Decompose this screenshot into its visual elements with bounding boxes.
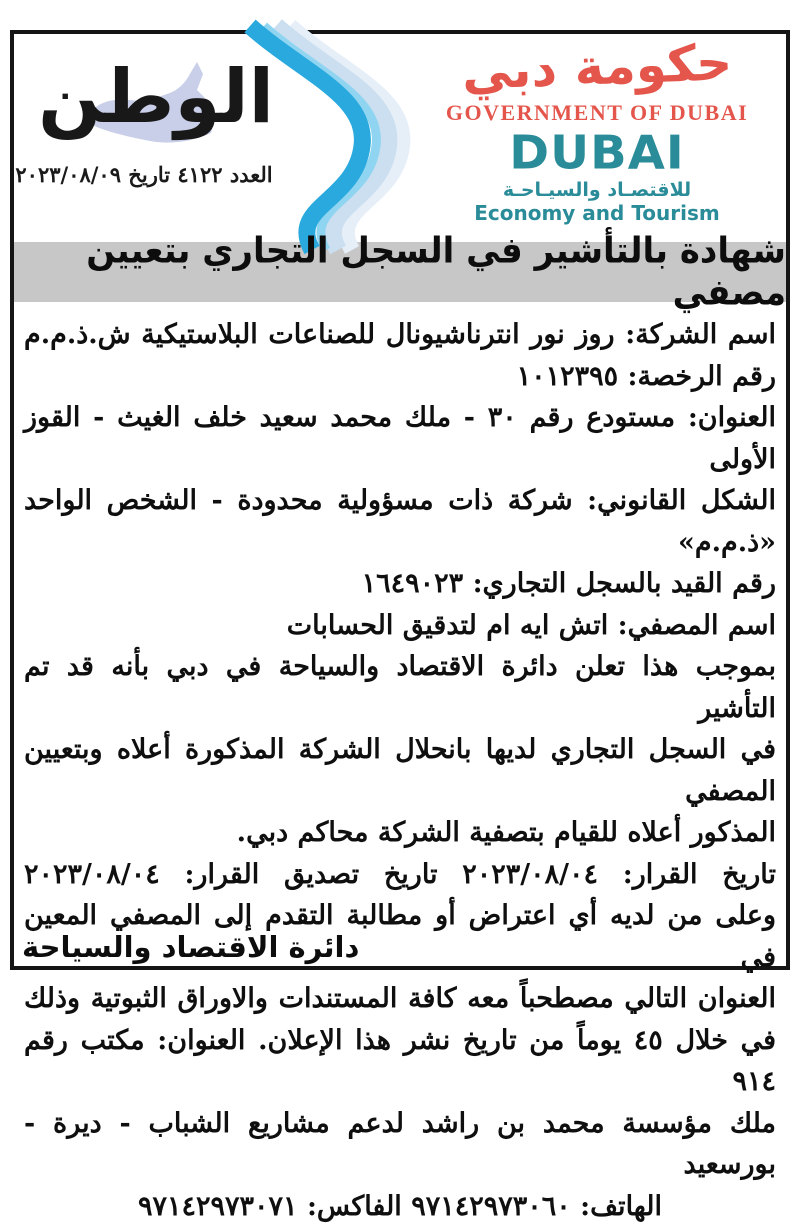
ad-header [14,34,786,242]
body-line-objection-1: وعلى من لديه أي اعتراض أو مطالبة التقدم إلى المصفي المعين في [24,895,776,978]
body-line-legal-form: الشكل القانوني: شركة ذات مسؤولية محدودة - الشخص الواحد «ذ.م.م» [24,480,776,563]
issuing-department: دائرة الاقتصاد والسياحة [22,930,359,964]
body-line-license-no: رقم الرخصة: ١٠١٢٣٩٥ [24,356,776,398]
body-line-office-addr: ملك مؤسسة محمد بن راشد لدعم مشاريع الشباب - ديرة - بورسعيد [24,1103,776,1186]
newspaper-title: الوطن [44,42,274,152]
notice-body [14,302,786,1227]
economy-tourism-arabic: للاقتصـاد والسيـاحـة [414,179,780,202]
dubai-wordmark: DUBAI [414,128,780,178]
headline-title: شهادة بالتأشير في السجل التجاري بتعيين مصفي [14,230,786,314]
body-line-objection-2: العنوان التالي مصطحباً معه كافة المستندات والاوراق الثبوتية وذلك [24,978,776,1020]
headline-banner [14,242,786,302]
body-line-notice-2: في السجل التجاري لديها بانحلال الشركة المذكورة أعلاه وبتعيين المصفي [24,729,776,812]
ad-frame [10,30,790,970]
blue-swoosh-graphic [204,34,394,242]
body-line-phone-fax: الهاتف: ٩٧١٤٢٩٧٣٠٦٠ الفاكس: ٩٧١٤٢٩٧٣٠٧١ [24,1186,776,1227]
body-line-liquidator: اسم المصفي: اتش ايه ام لتدقيق الحسابات [24,605,776,647]
body-line-decision-date: تاريخ القرار: ٢٠٢٣/٠٨/٠٤ تاريخ تصديق القرار: ٢٠٢٣/٠٨/٠٤ [24,854,776,896]
body-line-objection-3: في خلال ٤٥ يوماً من تاريخ نشر هذا الإعلان. العنوان: مكتب رقم ٩١٤ [24,1020,776,1103]
government-of-dubai-text: GOVERNMENT OF DUBAI [414,100,780,126]
body-line-notice-1: بموجب هذا تعلن دائرة الاقتصاد والسياحة في دبي بأنه قد تم التأشير [24,646,776,729]
body-line-address: العنوان: مستودع رقم ٣٠ - ملك محمد سعيد خلف الغيث - القوز الأولى [24,397,776,480]
government-of-dubai-logo [414,36,780,225]
body-line-company-name: اسم الشركة: روز نور انترناشيونال للصناعات البلاستيكية ش.ذ.م.م [24,314,776,356]
body-line-registry-no: رقم القيد بالسجل التجاري: ١٦٤٩٠٢٣ [24,563,776,605]
issue-date-line: العدد ٤١٢٢ تاريخ ٢٠٢٣/٠٨/٠٩ [14,162,274,187]
hukumat-dubai-calligraphy: حكومة دبي [413,30,781,105]
economy-tourism-english: Economy and Tourism [414,202,780,225]
body-line-notice-3: المذكور أعلاه للقيام بتصفية الشركة محاكم دبي. [24,812,776,854]
